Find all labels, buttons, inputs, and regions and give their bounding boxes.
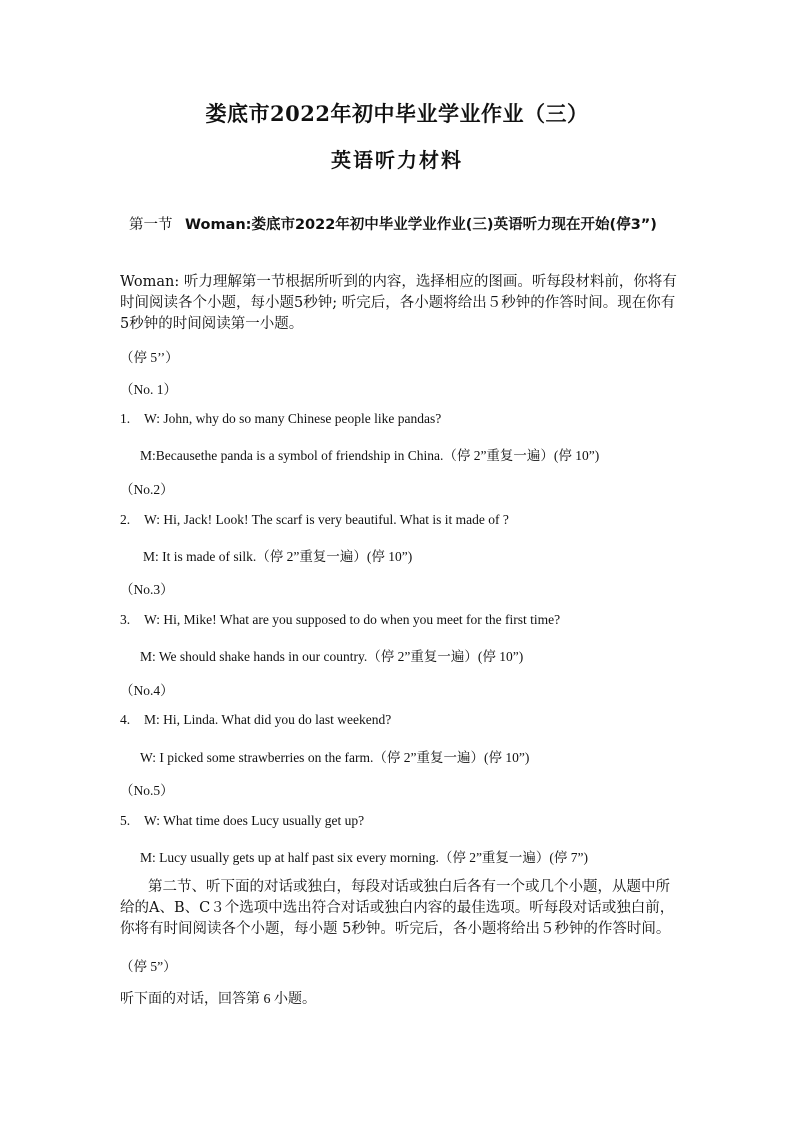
item-index: 4. — [120, 712, 131, 727]
question-text: W: Hi, Mike! What are you supposed to do when you meet for the first time? — [144, 612, 561, 627]
question-line — [120, 612, 560, 628]
answer-line: M:Becausethe panda is a symbol of friendship in China.（停 2”重复一遍）(停 10”) — [140, 448, 600, 463]
question-line — [120, 512, 509, 528]
pause-note: （停 5”） — [120, 959, 177, 974]
section1-title: Woman:娄底市2022年初中毕业学业作业(三)英语听力现在开始(停3”) — [185, 217, 657, 233]
item-number-label: （No.3） — [120, 582, 174, 597]
final-instruction: 听下面的对话，回答第 6 小题。 — [120, 992, 316, 1007]
question-line — [120, 712, 391, 728]
item-index: 3. — [120, 612, 131, 627]
item-number-label: （No. 1） — [120, 382, 177, 397]
document-title: 娄底市2022年初中毕业学业作业（三） — [205, 101, 589, 126]
question-text: W: What time does Lucy usually get up? — [144, 813, 365, 828]
item-number-label: （No.4） — [120, 683, 174, 698]
answer-line: M: It is made of silk.（停 2”重复一遍）(停 10”) — [143, 549, 413, 564]
item-index: 1. — [120, 411, 131, 426]
question-text: M: Hi, Linda. What did you do last weekend? — [144, 712, 392, 727]
item-index: 5. — [120, 813, 131, 828]
question-line — [120, 813, 364, 829]
question-text: W: John, why do so many Chinese people like pandas? — [144, 411, 442, 426]
section1-heading — [129, 214, 689, 236]
section1-label: 第一节 — [129, 217, 173, 233]
item-number-label: （No.2） — [120, 482, 174, 497]
intro-paragraph: Woman: 听力理解第一节根据所听到的内容，选择相应的图画。听每段材料前，你将有时间阅读各个小题，每小题5秒钟; 听完后，各小题将给出５秒钟的作答时间。现在你有5秒钟的时间阅读第一小题。 — [120, 274, 677, 332]
section2-paragraph: 第二节、听下面的对话或独白，每段对话或独白后各有一个或几个小题，从题中所给的A、B、C３个选项中选出符合对话或独白内容的最佳选项。听每段对话或独白前，你将有时间阅读各个小题，每小题 5秒钟。听完后，各小题将给出５秒钟的作答时间。 — [120, 879, 675, 937]
pause-note: （停 5’’） — [120, 350, 179, 365]
answer-line: M: Lucy usually gets up at half past six every morning.（停 2”重复一遍）(停 7”) — [140, 850, 589, 865]
question-text: W: Hi, Jack! Look! The scarf is very beautiful. What is it made of ? — [144, 512, 509, 527]
answer-line: W: I picked some strawberries on the farm.（停 2”重复一遍）(停 10”) — [140, 750, 530, 765]
answer-line: M: We should shake hands in our country.（停 2”重复一遍）(停 10”) — [140, 649, 524, 664]
item-number-label: （No.5） — [120, 783, 174, 798]
document-subtitle: 英语听力材料 — [331, 148, 463, 172]
item-index: 2. — [120, 512, 131, 527]
question-line — [120, 411, 441, 427]
